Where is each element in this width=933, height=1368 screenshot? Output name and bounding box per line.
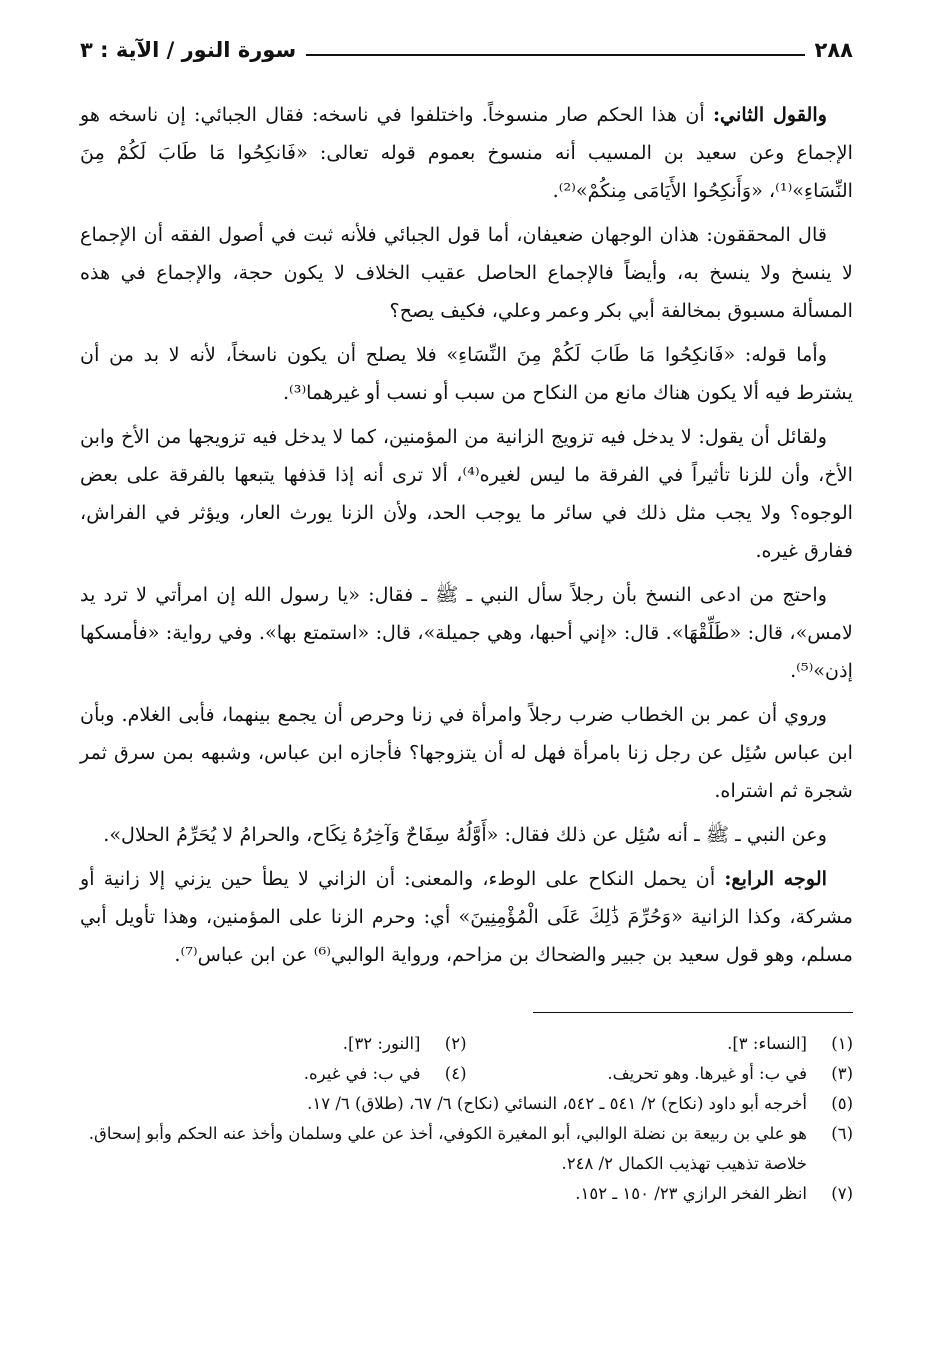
page-number: ٢٨٨ [814, 38, 853, 62]
header-rule [306, 54, 804, 56]
paragraph-lead: والقول الثاني: [712, 103, 827, 126]
paragraph-text: أن هذا الحكم صار منسوخاً. واختلفوا في ناسخه: فقال الجبائي: إن ناسخه هو الإجماع وعن سعيد بن المسيب أنه منسوخ بعموم قوله تعالى: «فَانكِحُوا مَا طَابَ لَكُمْ مِنَ النِّسَاءِ»⁽¹⁾، «وَأَنكِحُوا الأَيَامَى مِنكُمْ»⁽²⁾. [80, 103, 853, 202]
paragraph-text: ولقائل أن يقول: لا يدخل فيه تزويج الزانية من المؤمنين، كما لا يدخل فيه تزويجها من الأخ وابن الأخ، وأن للزنا تأثيراً في الفرقة ما ليس لغيره⁽⁴⁾، ألا ترى أنه إذا قذفها يتبعها بالفرقة على بعض الوجوه؟ ولا يجب مثل ذلك في سائر ما يوجب الحد، ولأن الزنا يورث العار، ويؤثر في الفراش، ففارق غيره. [80, 425, 853, 562]
paragraph-4 [80, 418, 853, 570]
running-title: سورة النور / الآية : ٣ [80, 38, 297, 62]
page-header [80, 30, 853, 70]
paragraph-3 [80, 336, 853, 412]
paragraph-1 [80, 96, 853, 210]
paragraph-text: واحتج من ادعى النسخ بأن رجلاً سأل النبي ـ ﷺ ـ فقال: «يا رسول الله إن امرأتي لا ترد يد لامس»، قال: «طَلِّقْهَا». قال: «إني أحبها، وهي جميلة»، قال: «استمتع بها». وفي رواية: «فأمسكها إذن»⁽⁵⁾. [80, 583, 853, 682]
paragraph-5 [80, 576, 853, 690]
footnote-text: [النساء: ٣]. [727, 1034, 807, 1053]
footnote-number: (١) [831, 1034, 853, 1053]
paragraph-7 [80, 816, 853, 854]
paragraph-6 [80, 696, 853, 810]
footnote-number: (٣) [831, 1064, 853, 1083]
footnote-4 [80, 1059, 467, 1089]
footnote-text: [النور: ٣٢]. [342, 1034, 421, 1053]
footnote-6 [80, 1119, 853, 1149]
footnote-number: (٥) [831, 1094, 853, 1113]
footnote-7 [80, 1179, 853, 1209]
paragraph-text: وعن النبي ـ ﷺ ـ أنه سُئِل عن ذلك فقال: «أَوَّلُهُ سِفَاحٌ وَآخِرُهُ نِكَاح، والحرامُ لا يُحَرِّمُ الحلال». [103, 823, 827, 846]
paragraph-8 [80, 860, 853, 974]
footnote-number: (٤) [444, 1064, 467, 1083]
paragraph-text: وروي أن عمر بن الخطاب ضرب رجلاً وامرأة في زنا وحرص أن يجمع بينهما، فأبى الغلام. وبأن ابن عباس سُئِل عن رجل زنا بامرأة فهل له أن يتزوجها؟ فأجازه ابن عباس، وشبهه بمن سرق ثمر شجرة ثم اشتراه. [80, 703, 853, 802]
footnote-row [80, 1029, 853, 1059]
paragraph-text: وأما قوله: «فَانكِحُوا مَا طَابَ لَكُمْ مِنَ النِّسَاءِ» فلا يصلح أن يكون ناسخاً، لأنه لا بد من أن يشترط فيه ألا يكون هناك مانع من النكاح من سبب أو نسب أو غيرهما⁽³⁾. [80, 343, 853, 404]
footnote-2 [80, 1029, 467, 1059]
footnotes [80, 1029, 853, 1209]
paragraph-2 [80, 216, 853, 330]
footnote-text: انظر الفخر الرازي ٢٣/ ١٥٠ ـ ١٥٢. [575, 1184, 807, 1203]
footnote-6-source: خلاصة تذهيب تهذيب الكمال ٢/ ٢٤٨. [561, 1154, 807, 1173]
main-text [80, 96, 853, 974]
footnote-3 [467, 1059, 854, 1089]
footnote-text: في ب: في غيره. [303, 1064, 421, 1083]
paragraph-lead: الوجه الرابع: [724, 867, 827, 890]
footnote-separator [533, 1012, 853, 1013]
footnote-row [80, 1059, 853, 1089]
footnote-5 [80, 1089, 853, 1119]
footnote-text: أخرجه أبو داود (نكاح) ٢/ ٥٤١ ـ ٥٤٢، النسائي (نكاح) ٦/ ٦٧، (طلاق) ٦/ ١٧. [307, 1094, 807, 1113]
footnote-number: (٦) [831, 1124, 853, 1143]
paragraph-text: أن يحمل النكاح على الوطء، والمعنى: أن الزاني لا يطأ حين يزني إلا زانية أو مشركة، وكذا الزانية «وَحُرِّمَ ذَٰلِكَ عَلَى الْمُؤْمِنِينَ» أي: وحرم الزنا على المؤمنين، وهذا تأويل أبي مسلم، وهو قول سعيد بن جبير والضحاك بن مزاحم، ورواية الوالبي⁽⁶⁾ عن ابن عباس⁽⁷⁾. [80, 867, 853, 966]
footnote-number: (٢) [444, 1034, 467, 1053]
paragraph-text: قال المحققون: هذان الوجهان ضعيفان، أما قول الجبائي فلأنه ثبت في أصول الفقه أن الإجماع لا ينسخ ولا ينسخ به، وأيضاً فالإجماع الحاصل عقيب الخلاف لا يكون حجة، والإجماع في هذه المسألة مسبوق بمخالفة أبي بكر وعمر وعلي، فكيف يصح؟ [80, 223, 853, 322]
footnote-text: هو علي بن ربيعة بن نضلة الوالبي، أبو المغيرة الكوفي، أخذ عن علي وسلمان وأخذ عنه الحكم وأبو إسحاق. [88, 1124, 807, 1143]
footnote-number: (٧) [831, 1184, 853, 1203]
footnote-1 [467, 1029, 854, 1059]
footnote-text: في ب: أو غيرها. وهو تحريف. [607, 1064, 807, 1083]
